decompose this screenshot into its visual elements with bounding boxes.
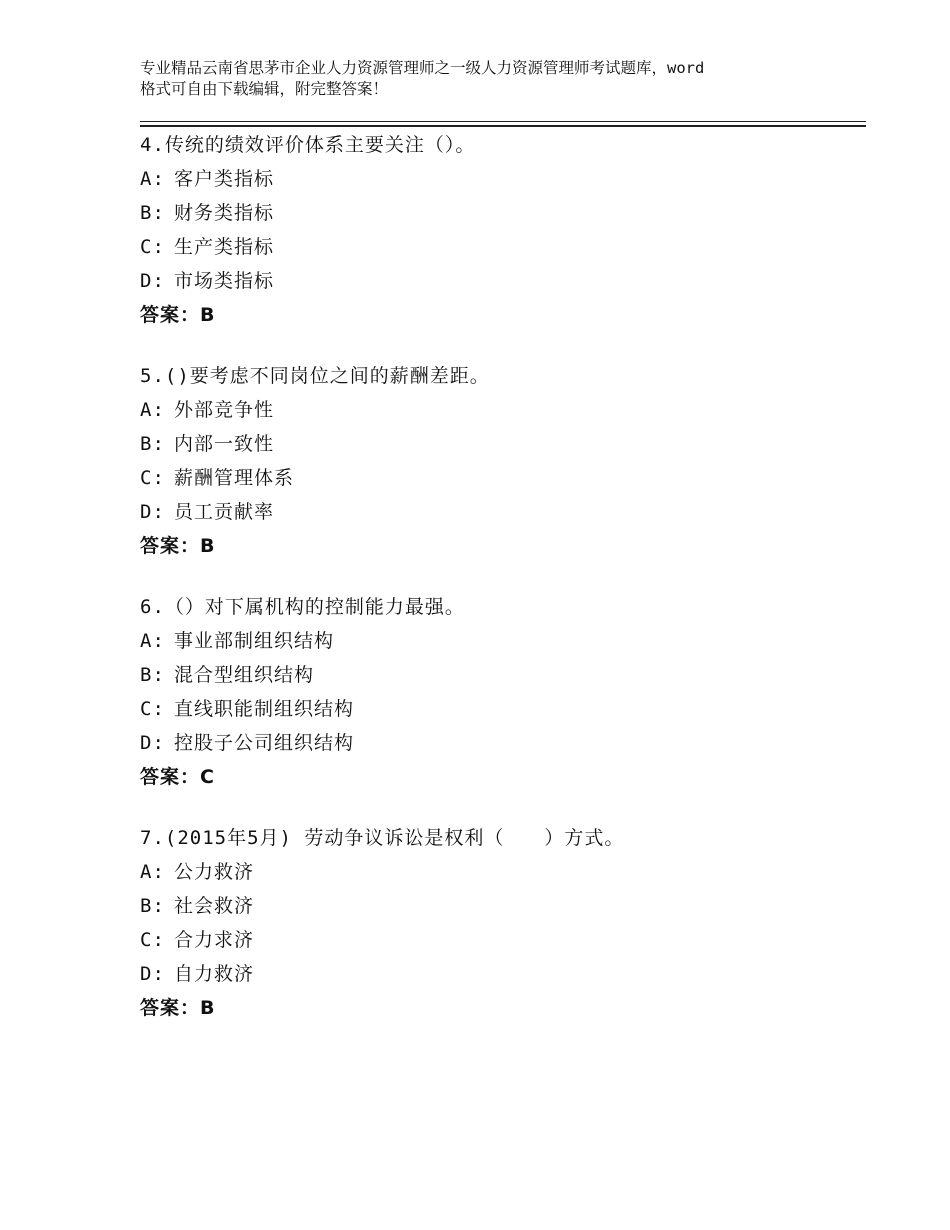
option-d xyxy=(140,495,860,529)
option-b xyxy=(140,658,860,692)
option-text: 社会救济 xyxy=(174,895,255,917)
option-c xyxy=(140,461,860,495)
header-divider-thin xyxy=(140,121,866,122)
option-key: B: xyxy=(140,433,165,455)
option-text: 薪酬管理体系 xyxy=(174,467,295,489)
option-key: D: xyxy=(140,732,165,754)
option-key: A: xyxy=(140,861,165,883)
option-b xyxy=(140,889,860,923)
option-b xyxy=(140,427,860,461)
option-a xyxy=(140,393,860,427)
option-text: 混合型组织结构 xyxy=(174,664,315,686)
option-text: 事业部制组织结构 xyxy=(174,630,335,652)
option-key: D: xyxy=(140,270,165,292)
option-d xyxy=(140,957,860,991)
question-list xyxy=(140,128,860,1052)
option-c xyxy=(140,692,860,726)
option-text: 外部竞争性 xyxy=(174,399,275,421)
header-divider-thick xyxy=(140,125,866,127)
option-key: D: xyxy=(140,963,165,985)
option-text: 公力救济 xyxy=(174,861,255,883)
option-a xyxy=(140,162,860,196)
option-key: A: xyxy=(140,168,165,190)
option-text: 市场类指标 xyxy=(174,270,275,292)
option-key: C: xyxy=(140,236,165,258)
question-stem: 6.（）对下属机构的控制能力最强。 xyxy=(140,596,465,618)
option-d xyxy=(140,726,860,760)
header-line-2: 格式可自由下载编辑，附完整答案！ xyxy=(140,80,389,98)
question-4 xyxy=(140,128,860,332)
option-key: D: xyxy=(140,501,165,523)
question-6 xyxy=(140,590,860,794)
option-a xyxy=(140,855,860,889)
option-b xyxy=(140,196,860,230)
option-text: 客户类指标 xyxy=(174,168,275,190)
header-line-1: 专业精品云南省思茅市企业人力资源管理师之一级人力资源管理师考试题库，word xyxy=(140,59,705,77)
answer-line: 答案：B xyxy=(140,535,216,557)
answer-line: 答案：B xyxy=(140,304,216,326)
answer-line: 答案：B xyxy=(140,997,216,1019)
option-key: B: xyxy=(140,664,165,686)
option-text: 财务类指标 xyxy=(174,202,275,224)
option-text: 员工贡献率 xyxy=(174,501,275,523)
document-header xyxy=(140,58,840,100)
option-text: 合力求济 xyxy=(174,929,255,951)
option-text: 内部一致性 xyxy=(174,433,275,455)
option-c xyxy=(140,230,860,264)
option-key: A: xyxy=(140,630,165,652)
option-text: 自力救济 xyxy=(174,963,255,985)
option-a xyxy=(140,624,860,658)
option-key: B: xyxy=(140,202,165,224)
question-5 xyxy=(140,359,860,563)
option-key: A: xyxy=(140,399,165,421)
question-stem: 5.()要考虑不同岗位之间的薪酬差距。 xyxy=(140,365,490,387)
option-c xyxy=(140,923,860,957)
option-d xyxy=(140,264,860,298)
option-text: 生产类指标 xyxy=(174,236,275,258)
option-key: C: xyxy=(140,467,165,489)
question-stem: 7.(2015年5月) 劳动争议诉讼是权利（ ）方式。 xyxy=(140,827,625,849)
answer-line: 答案：C xyxy=(140,766,215,788)
question-7 xyxy=(140,821,860,1025)
question-stem: 4.传统的绩效评价体系主要关注（）。 xyxy=(140,134,476,156)
option-key: B: xyxy=(140,895,165,917)
option-text: 直线职能制组织结构 xyxy=(174,698,355,720)
option-key: C: xyxy=(140,929,165,951)
option-key: C: xyxy=(140,698,165,720)
option-text: 控股子公司组织结构 xyxy=(174,732,355,754)
